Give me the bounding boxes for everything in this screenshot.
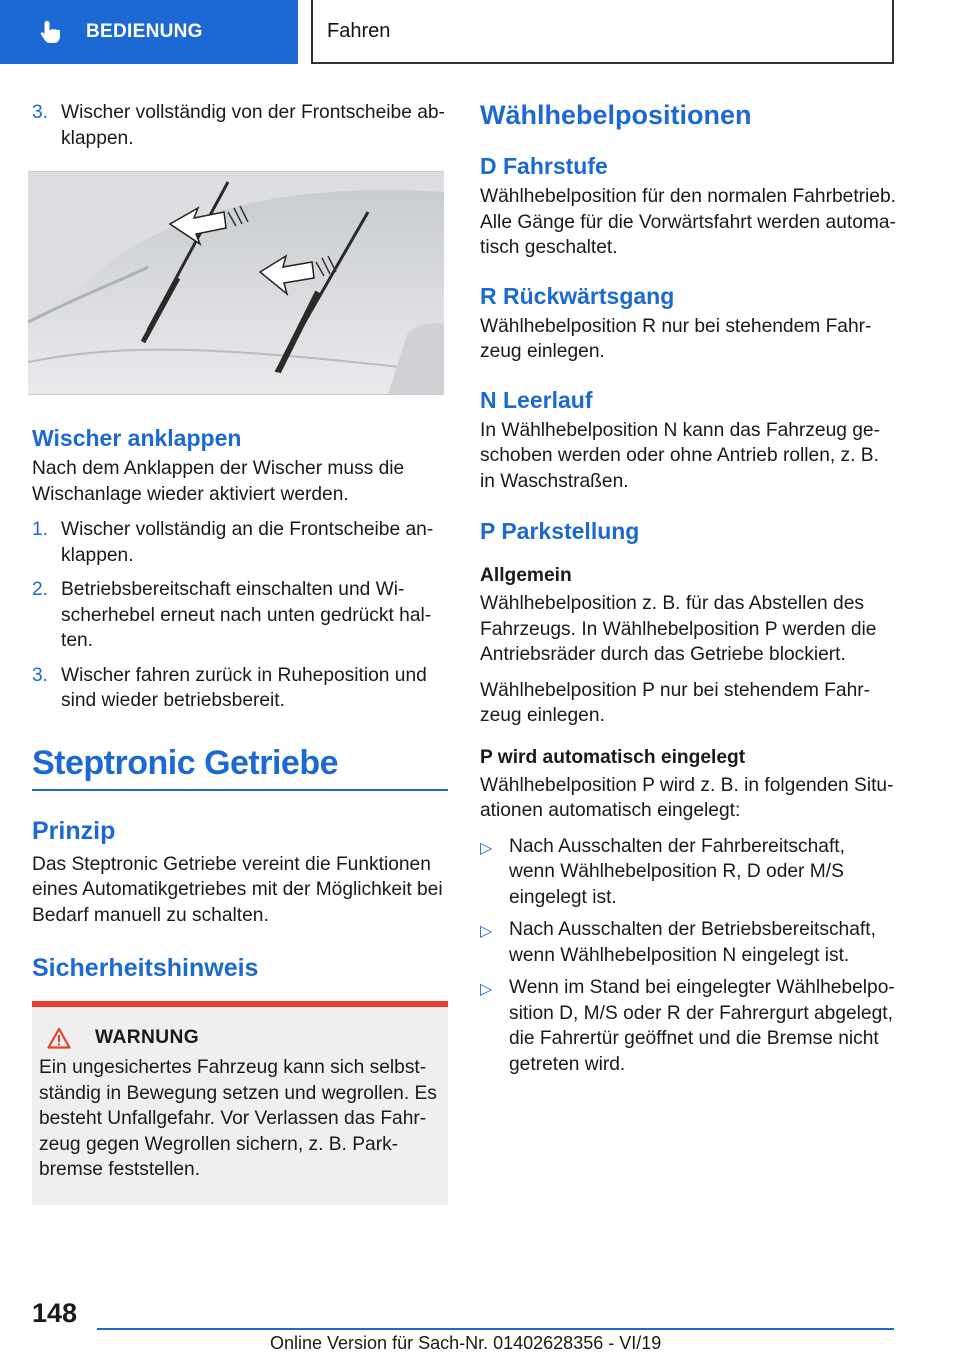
d-text: Wählhebelposition für den normalen Fahrbetrieb. Alle Gänge für die Vorwärtsfahrt werden automa-tisch geschaltet.: [480, 186, 896, 258]
step-text: Wischer vollständig an die Frontscheibe an-klappen.: [61, 519, 434, 566]
n-text: In Wählhebelposition N kann das Fahrzeug ge-schoben werden oder ohne Antrieb rollen, z. B. in Waschstraßen.: [480, 419, 880, 492]
step-text: Betriebsbereitschaft einschalten und Wi-scherhebel erneut nach unten gedrückt hal-ten.: [61, 579, 432, 651]
step-number: 1.: [32, 519, 49, 540]
chapter-title: Steptronic Getriebe: [32, 743, 339, 782]
chapter-tab-label: BEDIENUNG: [86, 21, 203, 42]
section-title: Fahren: [327, 19, 391, 42]
chapter-rule: [32, 789, 448, 791]
wischer-anklappen-intro: Nach dem Anklappen der Wischer muss die Wischanlage wieder aktiviert werden.: [32, 458, 405, 505]
step-number: 3.: [32, 102, 49, 123]
left-column: [32, 100, 448, 1205]
r-heading: R Rückwärtsgang: [480, 282, 675, 309]
list-item: [480, 917, 896, 968]
right-column: [480, 100, 896, 1084]
auto-text: Wählhebelposition P wird z. B. in folgenden Situ-ationen automatisch eingelegt:: [480, 774, 894, 821]
hand-pointer-icon: [38, 19, 64, 45]
list-item: [480, 975, 896, 1077]
p-heading: P Parkstellung: [480, 518, 640, 544]
bullet-text: Nach Ausschalten der Fahrbereitschaft, wenn Wählhebelposition R, D oder M/S eingelegt ist.: [509, 835, 845, 908]
step-number: 3.: [32, 664, 49, 686]
allgemein-text-1: Wählhebelposition z. B. für das Abstellen des Fahrzeugs. In Wählhebelposition P werden die Antriebsräder durch das Getriebe blockiert.: [480, 593, 877, 665]
wischer-anklappen-steps: [32, 517, 448, 714]
list-item: [32, 100, 448, 151]
warning-label: WARNUNG: [95, 1027, 200, 1048]
list-item: [32, 577, 448, 654]
footer-rule: [97, 1328, 894, 1330]
step-text: Wischer fahren zurück in Ruheposition und sind wieder betriebsbereit.: [61, 664, 427, 711]
warning-text: Ein ungesichertes Fahrzeug kann sich selbst-ständig in Bewegung setzen und wegrollen. Es besteht Unfallgefahr. Vor Verlassen das Fahr-zeug gegen Wegrollen sichern, z. B. Park-bremse feststellen.: [39, 1057, 437, 1180]
r-text: Wählhebelposition R nur bei stehendem Fahr-zeug einlegen.: [480, 315, 872, 362]
triangle-right-icon: ▷: [480, 923, 493, 940]
warning-triangle-icon: [47, 1027, 71, 1049]
waehlhebel-heading: Wählhebelpositionen: [480, 100, 752, 130]
allgemein-heading: Allgemein: [480, 565, 572, 586]
bullet-text: Nach Ausschalten der Betriebsbereitschaft, wenn Wählhebelposition N eingelegt ist.: [509, 919, 876, 966]
d-heading: D Fahrstufe: [480, 153, 608, 179]
footer-text: Online Version für Sach-Nr. 01402628356 - VI/19: [270, 1333, 662, 1353]
auto-bullets: [480, 834, 896, 1078]
step-number: 2.: [32, 579, 49, 600]
intro-steps: [32, 100, 448, 151]
wiper-illustration: [28, 171, 444, 395]
prinzip-heading: Prinzip: [32, 816, 116, 845]
allgemein-text-2: Wählhebelposition P nur bei stehendem Fahr-zeug einlegen.: [480, 679, 871, 726]
windshield-wiper-image: [28, 172, 444, 394]
auto-heading: P wird automatisch eingelegt: [480, 746, 746, 768]
triangle-right-icon: ▷: [480, 839, 493, 857]
step-text: Wischer vollständig von der Frontscheibe ab-klappen.: [61, 102, 445, 149]
prinzip-text: Das Steptronic Getriebe vereint die Funktionen eines Automatikgetriebes mit der Möglichkeit bei Bedarf manuell zu schalten.: [32, 853, 443, 926]
wischer-anklappen-heading: Wischer anklappen: [32, 425, 242, 451]
chapter-tab[interactable]: [0, 0, 298, 64]
warning-header: [39, 1027, 441, 1049]
sicherheit-heading: Sicherheitshinweis: [32, 954, 259, 982]
list-item: [32, 663, 448, 714]
bullet-text: Wenn im Stand bei eingelegter Wählhebelpo-sition D, M/S oder R der Fahrergurt abgelegt, die Fahrertür geöffnet und die Bremse nicht getreten wird.: [509, 977, 895, 1075]
triangle-right-icon: ▷: [480, 981, 493, 998]
list-item: [480, 834, 896, 911]
section-header: [311, 0, 894, 64]
warning-box: [32, 1001, 448, 1205]
n-heading: N Leerlauf: [480, 386, 593, 413]
list-item: [32, 517, 448, 568]
page-number: 148: [32, 1298, 78, 1328]
